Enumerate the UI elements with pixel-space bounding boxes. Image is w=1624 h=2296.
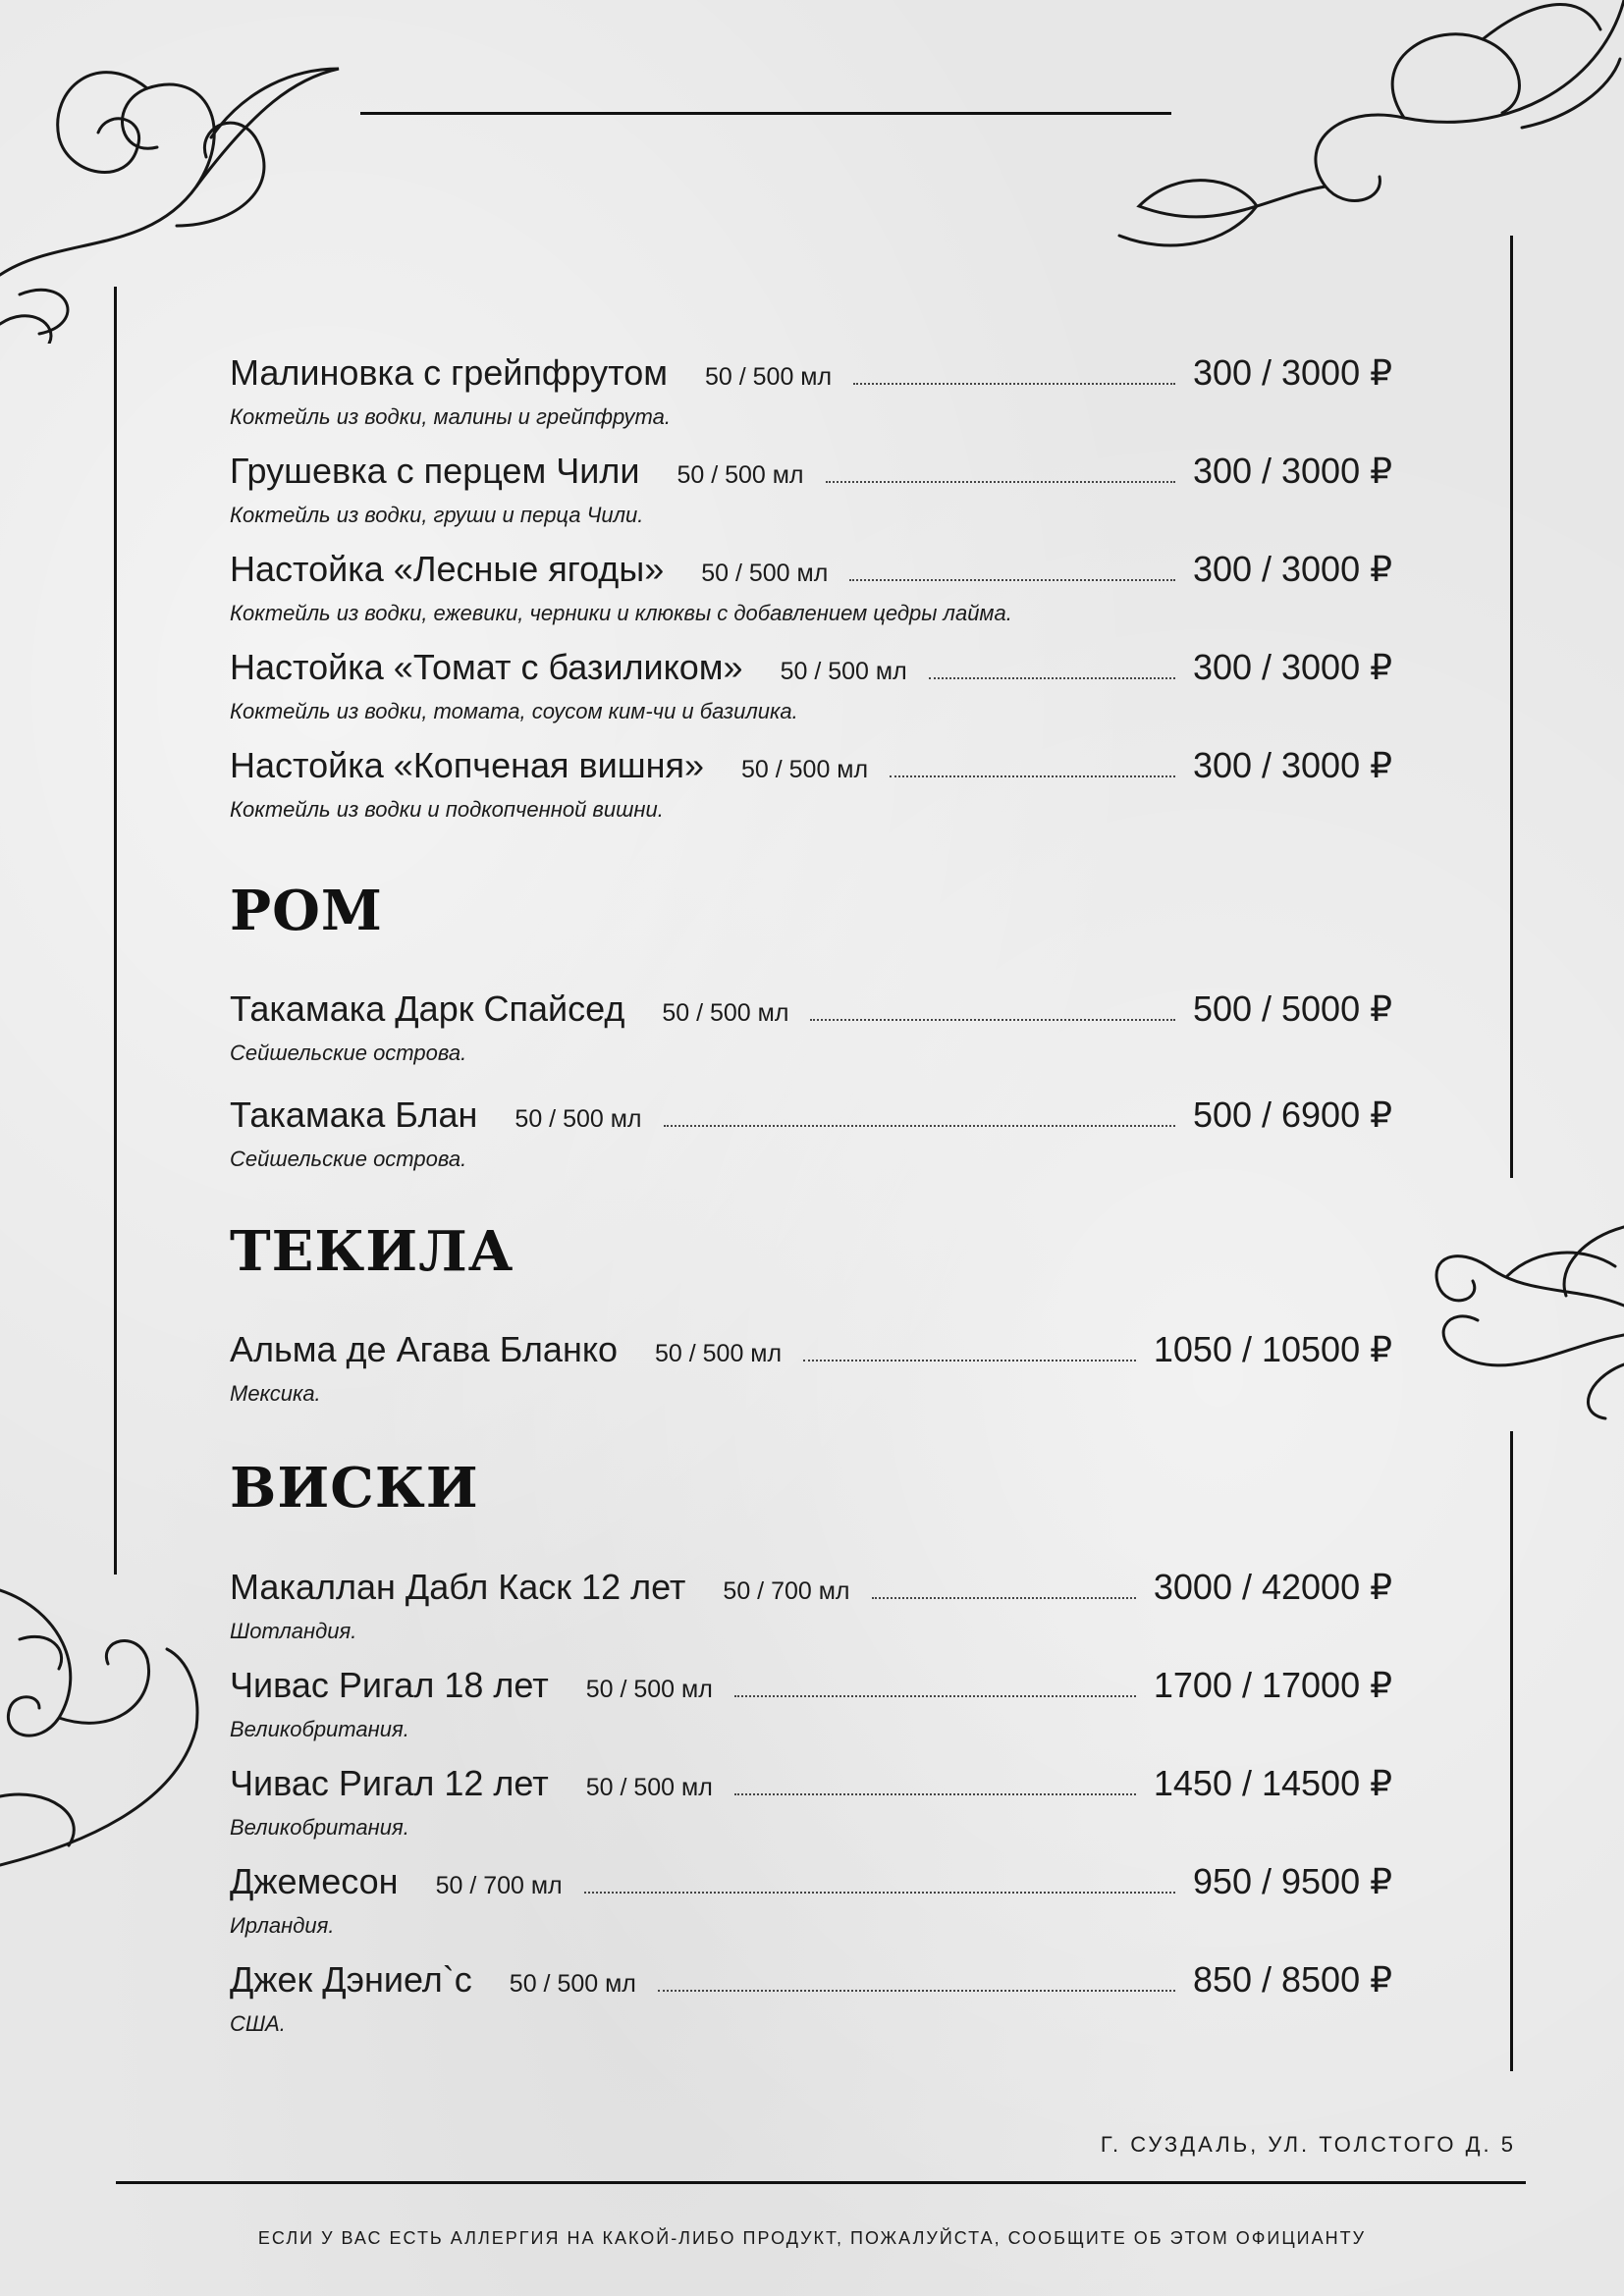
dotted-leader: [849, 579, 1175, 581]
item-price: 1700 / 17000 ₽: [1153, 1665, 1392, 1705]
bottom-rule: [116, 2181, 1526, 2184]
item-price: 300 / 3000 ₽: [1192, 647, 1392, 687]
dotted-leader: [853, 383, 1175, 385]
item-price: 950 / 9500 ₽: [1192, 1861, 1392, 1901]
allergy-notice: ЕСЛИ У ВАС ЕСТЬ АЛЛЕРГИЯ НА КАКОЙ-ЛИБО ПРОДУКТ, ПОЖАЛУЙСТА, СООБЩИТЕ ОБ ЭТОМ ОФИЦИАНТУ: [257, 2228, 1367, 2248]
menu-item: [230, 1852, 1392, 1950]
left-rule: [114, 287, 117, 1575]
item-volume: 50 / 700 мл: [723, 1577, 850, 1605]
item-volume: 50 / 500 мл: [509, 1970, 636, 1998]
flourish-ornament-top-right: [1110, 0, 1624, 265]
flourish-ornament-middle-right: [1389, 1207, 1624, 1423]
item-volume: 50 / 500 мл: [585, 1774, 713, 1801]
item-name: Чивас Ригал 18 лет: [230, 1665, 549, 1705]
item-name: Грушевка с перцем Чили: [230, 451, 640, 491]
section-title-rum: РОМ: [230, 879, 383, 943]
item-volume: 50 / 500 мл: [655, 1340, 783, 1367]
item-name: Настойка «Лесные ягоды»: [230, 549, 665, 589]
item-volume: 50 / 500 мл: [705, 363, 833, 391]
right-rule-upper: [1510, 236, 1513, 1178]
item-price: 300 / 3000 ₽: [1192, 549, 1392, 589]
menu-item: [230, 980, 1392, 1078]
item-volume: 50 / 500 мл: [662, 999, 789, 1027]
dotted-leader: [890, 775, 1175, 777]
menu-item: [230, 638, 1392, 736]
item-price: 500 / 5000 ₽: [1192, 988, 1392, 1029]
item-name: Джемесон: [230, 1861, 399, 1901]
item-description: Коктейль из водки и подкопченной вишни.: [230, 797, 664, 822]
item-name: Настойка «Копченая вишня»: [230, 745, 704, 785]
dotted-leader: [872, 1597, 1136, 1599]
item-name: Такамака Блан: [230, 1095, 478, 1135]
menu-item: [230, 1950, 1392, 2049]
restaurant-address: Г. СУЗДАЛЬ, УЛ. ТОЛСТОГО Д. 5: [1100, 2132, 1516, 2157]
item-description: Мексика.: [230, 1381, 321, 1406]
right-rule-lower: [1510, 1431, 1513, 2071]
menu-item: [230, 540, 1392, 638]
item-volume: 50 / 500 мл: [701, 560, 829, 587]
item-volume: 50 / 500 мл: [677, 461, 804, 489]
menu-item: [230, 1320, 1392, 1418]
dotted-leader: [664, 1125, 1175, 1127]
item-price: 1450 / 14500 ₽: [1153, 1763, 1392, 1803]
menu-item: [230, 1754, 1392, 1852]
item-description: США.: [230, 2011, 286, 2036]
item-price: 1050 / 10500 ₽: [1153, 1329, 1392, 1369]
flourish-ornament-bottom-left: [0, 1571, 206, 1885]
menu-item: [230, 1086, 1392, 1184]
section-title-whisky: ВИСКИ: [230, 1456, 479, 1521]
menu-item: [230, 344, 1392, 442]
dotted-leader: [734, 1793, 1136, 1795]
item-description: Великобритания.: [230, 1717, 409, 1741]
section-title-tequila: ТЕКИЛА: [230, 1219, 514, 1284]
item-description: Коктейль из водки, груши и перца Чили.: [230, 503, 644, 527]
dotted-leader: [803, 1360, 1136, 1362]
item-volume: 50 / 500 мл: [585, 1676, 713, 1703]
item-description: Сейшельские острова.: [230, 1041, 467, 1065]
dotted-leader: [826, 481, 1175, 483]
item-description: Ирландия.: [230, 1913, 335, 1938]
item-description: Сейшельские острова.: [230, 1147, 467, 1171]
item-volume: 50 / 700 мл: [435, 1872, 563, 1899]
menu-item: [230, 736, 1392, 834]
flourish-ornament-top-left: [0, 29, 353, 344]
item-description: Коктейль из водки, ежевики, черники и клюквы с добавлением цедры лайма.: [230, 601, 1012, 625]
item-description: Коктейль из водки, малины и грейпфрута.: [230, 404, 671, 429]
item-name: Макаллан Дабл Каск 12 лет: [230, 1567, 686, 1607]
item-price: 500 / 6900 ₽: [1192, 1095, 1392, 1135]
item-name: Джек Дэниел`с: [230, 1959, 472, 2000]
item-price: 850 / 8500 ₽: [1192, 1959, 1392, 2000]
item-name: Чивас Ригал 12 лет: [230, 1763, 549, 1803]
item-description: Коктейль из водки, томата, соусом ким-чи и базилика.: [230, 699, 798, 723]
dotted-leader: [584, 1892, 1175, 1894]
item-volume: 50 / 500 мл: [780, 658, 907, 685]
top-rule: [360, 112, 1171, 115]
item-volume: 50 / 500 мл: [514, 1105, 642, 1133]
dotted-leader: [658, 1990, 1175, 1992]
dotted-leader: [810, 1019, 1175, 1021]
dotted-leader: [734, 1695, 1136, 1697]
item-price: 300 / 3000 ₽: [1192, 451, 1392, 491]
item-price: 300 / 3000 ₽: [1192, 745, 1392, 785]
item-name: Такамака Дарк Спайсед: [230, 988, 625, 1029]
item-description: Шотландия.: [230, 1619, 357, 1643]
item-price: 3000 / 42000 ₽: [1153, 1567, 1392, 1607]
item-description: Великобритания.: [230, 1815, 409, 1840]
menu-item: [230, 1656, 1392, 1754]
menu-item: [230, 1558, 1392, 1656]
item-price: 300 / 3000 ₽: [1192, 352, 1392, 393]
item-name: Малиновка с грейпфрутом: [230, 352, 668, 393]
menu-item: [230, 442, 1392, 540]
item-name: Альма де Агава Бланко: [230, 1329, 618, 1369]
item-name: Настойка «Томат с базиликом»: [230, 647, 743, 687]
item-volume: 50 / 500 мл: [741, 756, 869, 783]
dotted-leader: [929, 677, 1175, 679]
